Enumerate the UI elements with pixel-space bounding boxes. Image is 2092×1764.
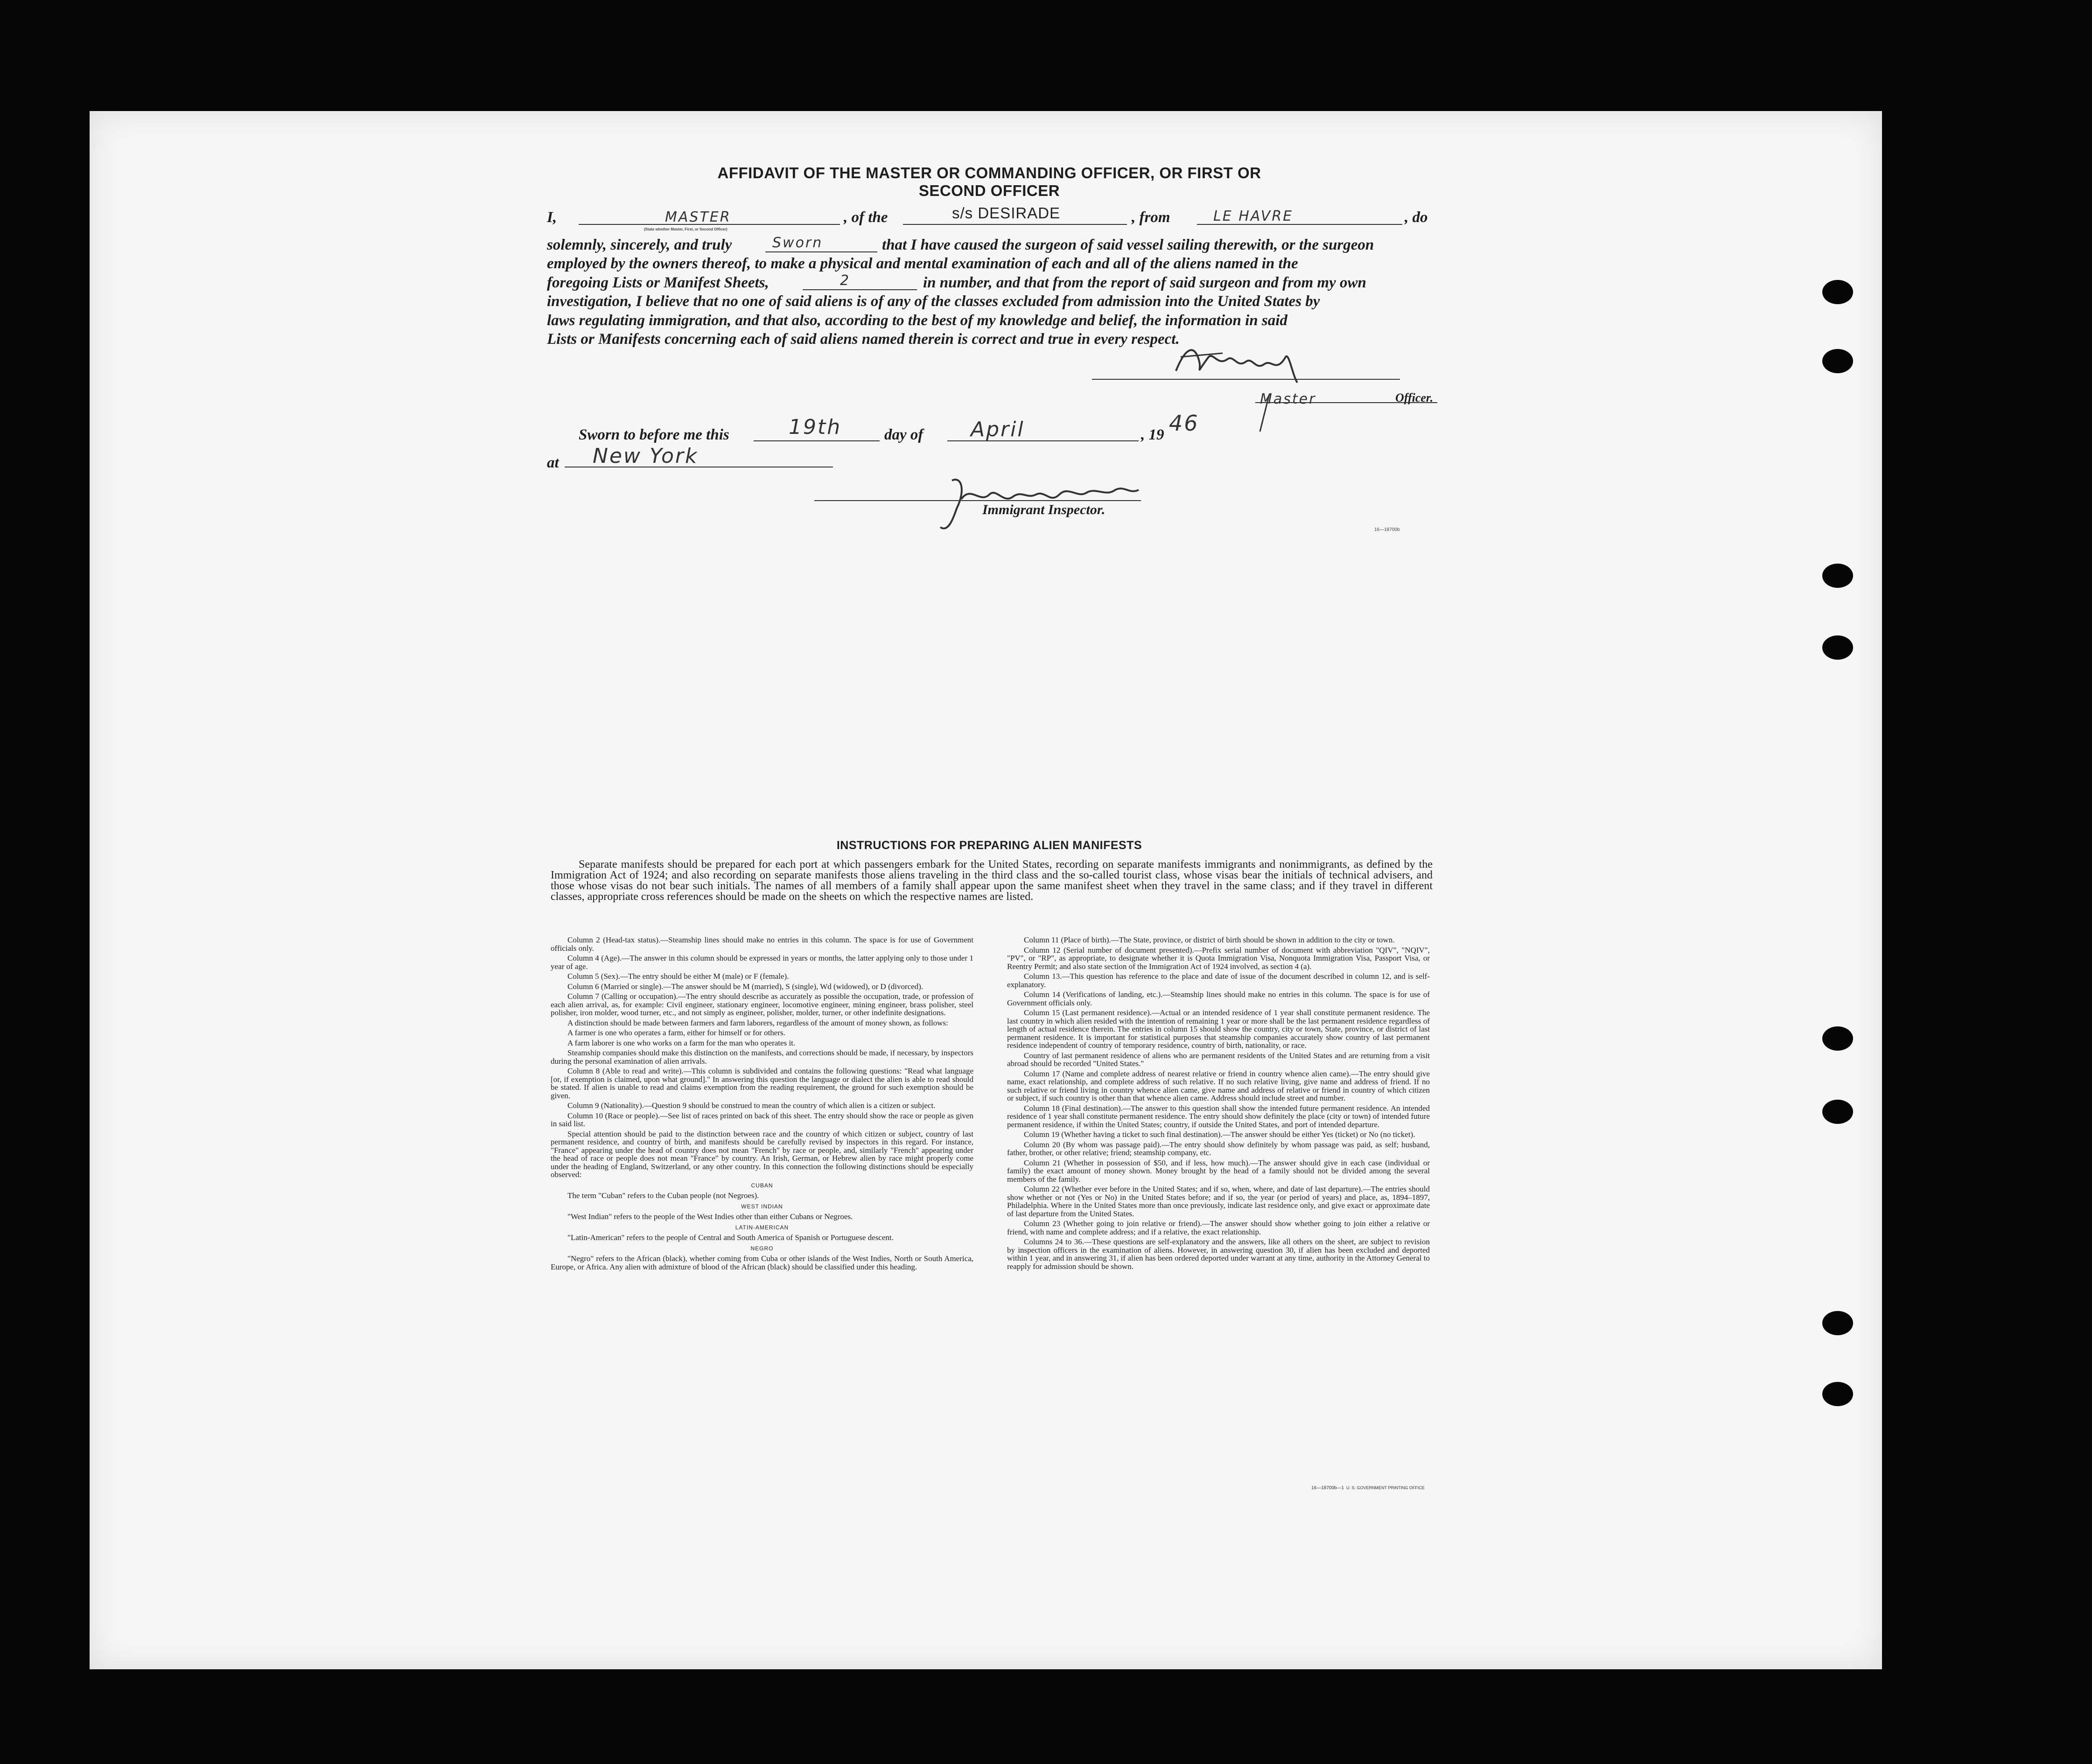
port-value: LE HAVRE xyxy=(1213,208,1294,224)
inspector-label: Immigrant Inspector. xyxy=(982,502,1105,517)
instruction-paragraph: Column 12 (Serial number of document presented).—Prefix serial number of document with abbreviation "QIV", "NQIV", "PV", or "RP", as appropriate, to designate whether it is Quota Immigration Visa, Nonquota Immigration Visa, Passport Visa, or Reentry Permit; and also state section of the Immigration Act of 1924 involved, as section 4 (a). xyxy=(1007,945,1430,971)
negro-heading: NEGRO xyxy=(750,1245,774,1252)
instruction-paragraph: A farmer is one who operates a farm, either for himself or for others. xyxy=(567,1028,785,1037)
affidavit-text: Lists or Manifests concerning each of said aliens named therein is correct and true in every respect. xyxy=(547,331,1180,348)
affidavit-text: solemnly, sincerely, and truly xyxy=(547,237,732,253)
master-signature xyxy=(1167,338,1316,390)
negro-text: "Negro" refers to the African (black), whether coming from Cuba or other islands of the West Indies, North or South America, Europe, or Africa. Any alien with admixture of blood of the African (black) should be classified under this heading. xyxy=(551,1254,973,1271)
latin-american-text: "Latin-American" refers to the people of Central and South America of Spanish or Portuguese descent. xyxy=(567,1233,894,1242)
cuban-text: The term "Cuban" refers to the Cuban people (not Negroes). xyxy=(567,1191,759,1200)
affidavit-title: AFFIDAVIT OF THE MASTER OR COMMANDING OFFICER, OR FIRST OR SECOND OFFICER xyxy=(717,164,1261,199)
punch-hole xyxy=(1822,635,1853,660)
instruction-paragraph: Column 22 (Whether ever before in the United States; and if so, when, where, and date of last departure).—The entries should show whether or not (Yes or No) in the United States before; and if so, the year (or period of years) and place, as, 1894–1897, Philadelphia. Where in the United States more than once previously, indicate last residence only, and give exact or approximate date of last departure from the United States. xyxy=(1007,1185,1430,1218)
instructions-title: INSTRUCTIONS FOR PREPARING ALIEN MANIFESTS xyxy=(836,839,1142,852)
sheet-count-rule xyxy=(803,289,917,290)
officer-label: Officer. xyxy=(1395,391,1434,404)
punch-hole xyxy=(1822,1026,1853,1051)
capacity-note: (State whether Master, First, or Second Officer) xyxy=(644,227,728,231)
instruction-paragraph: Column 6 (Married or single).—The answer should be M (married), S (single), Wd (widowed), or D (divorced). xyxy=(567,982,924,991)
instruction-paragraph: Country of last permanent residence of aliens who are permanent residents of the United States and are returning from a visit abroad should be recorded "United States." xyxy=(1007,1051,1430,1068)
affidavit-text: , of the xyxy=(844,209,888,226)
instruction-paragraph: Column 4 (Age).—The answer in this column should be expressed in years or months, the latter applying only to those under 1 year of age. xyxy=(551,954,973,971)
sworn-day-value: 19th xyxy=(789,415,842,439)
instruction-paragraph: Steamship companies should make this distinction on the manifests, and corrections should be made, if necessary, by inspectors during the personal examination of alien arrivals. xyxy=(551,1048,973,1066)
instruction-paragraph: Column 23 (Whether going to join relative or friend).—The answer should show whether going to join either a relative or friend, with name and complete address; and if a relative, the exact relationship. xyxy=(1007,1219,1430,1236)
signature-rule xyxy=(1092,379,1400,380)
at-label: at xyxy=(547,454,559,471)
instruction-paragraph: A farm laborer is one who works on a farm for the man who operates it. xyxy=(567,1038,796,1047)
affidavit-text: foregoing Lists or Manifest Sheets, xyxy=(547,274,769,291)
west-indian-heading: WEST INDIAN xyxy=(741,1203,783,1210)
form-number: 16—18700b xyxy=(1374,527,1400,532)
punch-hole xyxy=(1822,1100,1853,1124)
sworn-month-value: April xyxy=(971,418,1025,441)
punch-hole xyxy=(1822,1382,1853,1406)
affidavit-text: that I have caused the surgeon of said vessel sailing therewith, or the surgeon xyxy=(882,237,1374,253)
cuban-heading: CUBAN xyxy=(751,1182,773,1189)
instruction-paragraph: Column 20 (By whom was passage paid).—The entry should show definitely by whom passage was paid, as self; husband, father, brother, or other relative; friend; steamship company, etc. xyxy=(1007,1140,1430,1157)
affidavit-text: , do xyxy=(1405,209,1428,226)
vessel-rule xyxy=(903,224,1127,225)
officer-title-hand: Master xyxy=(1260,391,1316,407)
vessel-name: s/s DESIRADE xyxy=(952,204,1061,222)
oath-value: Sworn xyxy=(772,235,823,251)
affidavit-text: in number, and that from the report of said surgeon and from my own xyxy=(923,274,1366,291)
affidavit-text: , from xyxy=(1132,209,1170,226)
instructions-right-column xyxy=(1007,936,1430,1272)
affidavit-text: laws regulating immigration, and that also, according to the best of my knowledge and belief, the information in said xyxy=(547,312,1287,329)
instruction-paragraph: Column 13.—This question has reference to the place and date of issue of the document described in column 12, and is self-explanatory. xyxy=(1007,972,1430,989)
instructions-left-column xyxy=(551,936,973,1273)
punch-hole xyxy=(1822,280,1853,304)
sworn-text: day of xyxy=(884,426,924,443)
affidavit-text: investigation, I believe that no one of said aliens is of any of the classes excluded from admission into the United States by xyxy=(547,293,1320,310)
oath-rule xyxy=(765,251,877,252)
instruction-paragraph: Column 19 (Whether having a ticket to such final destination).—The answer should be either Yes (ticket) or No (no ticket). xyxy=(1024,1130,1415,1139)
instruction-paragraph: Column 2 (Head-tax status).—Steamship lines should make no entries in this column. The space is for use of Government officials only. xyxy=(551,935,973,953)
instruction-paragraph: Column 14 (Verifications of landing, etc.).—Steamship lines should make no entries in this column. The space is for use of Government officials only. xyxy=(1007,990,1430,1007)
sworn-year-value: 46 xyxy=(1169,411,1199,436)
instruction-paragraph: Column 17 (Name and complete address of nearest relative or friend in country whence alien came).—The entry should give name, exact relationship, and complete address of such relative. If no such relative living, give name and address of friend. If no such relative or friend living in country whence alien came, give name and address of relative or friend in country of which citizen or subject, if such country is other than that whence alien came. Address should include street and number. xyxy=(1007,1069,1430,1102)
instruction-paragraph: Column 21 (Whether in possession of $50, and if less, how much).—The answer should give in each case (individual or family) the exact amount of money shown. Money brought by the head of a family should not be divided among the several members of the family. xyxy=(1007,1158,1430,1184)
sworn-text: Sworn to before me this xyxy=(579,426,729,443)
instruction-paragraph: Column 8 (Able to read and write).—This column is subdivided and contains the following questions: "Read what language [or, if exemption is claimed, upon what ground]." In answering this question the language or dialect the alien is able to read should be stated. If alien is unable to read and claims exemption from the reading requirement, the ground for such exemption should be given. xyxy=(551,1067,973,1100)
inspector-rule xyxy=(814,500,1141,501)
sworn-day-rule xyxy=(754,440,880,441)
affidavit-text: I, xyxy=(547,209,557,226)
footer-form-code: 16—18700b—1 xyxy=(1311,1485,1344,1491)
instruction-paragraph: Special attention should be paid to the distinction between race and the country of which citizen or subject, country of last permanent residence, and country of birth, and manifests should be carefully revised by inspectors in this regard. For instance, "France" appearing under the head of country does not mean "French" by race or people, and, similarly "French" appearing under the head of race or people does not mean "France" by country. An Irish, German, or Hebrew alien by race might properly come under the heading of England, Switzerland, or any other country. In this connection the following distinctions should be especially observed: xyxy=(551,1129,973,1179)
punch-hole xyxy=(1822,349,1853,373)
sheet-count-value: 2 xyxy=(840,272,851,289)
instruction-paragraph: Column 10 (Race or people).—See list of races printed on back of this sheet. The entry should show the race or people as given in said list. xyxy=(551,1111,973,1128)
west-indian-text: "West Indian" refers to the people of the West Indies other than either Cubans or Negroes. xyxy=(567,1212,853,1221)
instruction-paragraph: Column 18 (Final destination).—The answer to this question shall show the intended future permanent residence. An intended residence of 1 year shall constitute permanent residence. The entry should show definitely the place (city or town) of intended future permanent residence, if within the United States; country, if outside the United States, and port of intended departure. xyxy=(1007,1103,1430,1129)
instruction-paragraph: Column 5 (Sex).—The entry should be either M (male) or F (female). xyxy=(567,972,789,981)
capacity-value: MASTER xyxy=(665,209,731,225)
instruction-paragraph: Column 15 (Last permanent residence).—Actual or an intended residence of 1 year shall constitute permanent residence. The last country in which alien resided with the intention of remaining 1 year or more shall be the last permanent residence regardless of length of actual residence therein. The entries in column 15 should show the country, city or town, State, province, or district of last permanent residence. It is important for statistical purposes that steamship companies accurately show country of last permanent residence independent of country of temporary residence, country of birth, nationality, or race. xyxy=(1007,1008,1430,1050)
instructions-intro: Separate manifests should be prepared for each port at which passengers embark for the United States, recording on separate manifests immigrants and nonimmigrants, as defined by the Immigration Act of 1924; and also recording on separate manifests those aliens traveling in the third class and the so-called tourist class, whose visas bear the initials of technical advisers, and those whose visas do not bear such initials. The names of all members of a family shall appear upon the same manifest sheet when they travel in the same class; and if they travel in different classes, appropriate cross references should be made on the sheets on which the respective names are listed. xyxy=(551,858,1433,903)
instruction-paragraph: A distinction should be made between farmers and farm laborers, regardless of the amount of money shown, as follows: xyxy=(567,1018,948,1027)
officer-title-stroke xyxy=(1241,392,1297,434)
instruction-paragraph: Columns 24 to 36.—These questions are self-explanatory and the answers, like all others on the sheet, are subject to revision by inspection officers in the examination of aliens. However, in answering question 30, if alien has been excluded and deported within 1 year, and in answering 31, if alien has been ordered deported under warrant at any time, authority in the Attorney General to reapply for admission should be shown. xyxy=(1007,1237,1430,1271)
affidavit-text: employed by the owners thereof, to make a physical and mental examination of each and all of the aliens named in the xyxy=(547,255,1298,272)
at-place-value: New York xyxy=(593,444,699,468)
footer-printer: U. S. GOVERNMENT PRINTING OFFICE xyxy=(1346,1485,1425,1490)
instruction-paragraph: Column 7 (Calling or occupation).—The entry should describe as accurately as possible the occupation, trade, or profession of each alien arrival, as, for example: Civil engineer, stationary engineer, locomotive engineer, mining engineer, brass polisher, steel polisher, iron molder, wood turner, etc., and not simply as engineer, polisher, molder, turner, or other indefinite designations. xyxy=(551,992,973,1017)
punch-hole xyxy=(1822,1311,1853,1335)
latin-american-heading: LATIN-AMERICAN xyxy=(735,1224,789,1231)
instruction-paragraph: Column 9 (Nationality).—Question 9 should be construed to mean the country of which alien is a citizen or subject. xyxy=(567,1101,936,1110)
instruction-paragraph: Column 11 (Place of birth).—The State, province, or district of birth should be shown in addition to the city or town. xyxy=(1024,935,1395,944)
punch-hole xyxy=(1822,564,1853,588)
sworn-text: , 19 xyxy=(1141,426,1164,443)
officer-rule xyxy=(1255,402,1437,403)
